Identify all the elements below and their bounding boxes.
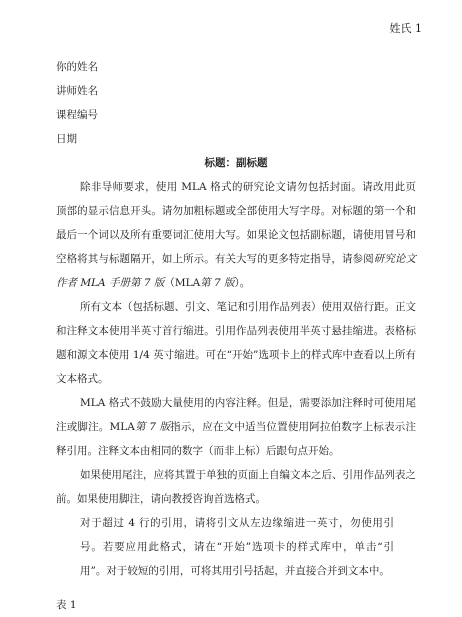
paper-title: 标题：副标题 [204,157,268,169]
running-head: 姓氏 1 [389,22,422,35]
paragraph-intro-text: 除非导师要求，使用 MLA 格式的研究论文请勿包括封面。请改用此页顶部的显示信息开头。请勿加粗标题或全部使用大写字母。对标题的第一个和最后一个词以及所有重要词汇使用大写。如果论文包括副标题，请使用冒号和空格将其与标题隔开，如上所示。有关大写的更多特定指导，请参阅 [56,181,416,265]
course-number: 课程编号 [56,109,98,121]
block-quote: 对于超过 4 行的引用，请将引文从左边缘缩进一英寸，勿使用引号。若要应用此格式，请在“开始”选项卡的样式库中，单击“引用”。对于较短的引用，可将其用引号括起，并直接合并到文本中。 [80,517,394,577]
paragraph-intro-paren: （MLA [164,277,201,289]
date: 日期 [56,133,77,145]
edition-italic-notes: 第 7 版 [134,421,171,433]
paragraph-notes [56,391,416,463]
instructor-name: 讲师姓名 [56,85,98,97]
paragraph-spacing: 所有文本（包括标题、引文、笔记和引用作品列表）使用双倍行距。正文和注释文本使用半英寸首行缩进。引用作品列表使用半英寸悬挂缩进。表格标题和源文本使用 1/4 英寸缩进。可在“开始”选项卡上的样式库中查看以上所有文本格式。 [56,301,416,385]
paragraph-intro [56,175,416,295]
document-body [56,55,416,617]
handbook-title: 研究论文作者 MLA 手册第 7 版 [56,253,417,289]
author-name: 你的姓名 [56,61,98,73]
paragraph-intro-end: ）。 [234,277,251,289]
paragraph-notes-rest: 指示，应在文中适当位置使用阿拉伯数字上标表示注释引用。注释文本由相同的数字（而非上标）后跟句点开始。 [56,421,417,457]
paragraph-notes-text: MLA 格式不鼓励大量使用的内容注释。但是，需要添加注释时可使用尾注或脚注。MLA [56,397,416,433]
table-label: 表 1 [56,599,77,611]
paragraph-endnotes: 如果使用尾注，应将其置于单独的页面上自编文本之后、引用作品列表之前。如果使用脚注，请向教授咨询首选格式。 [56,469,416,505]
edition-italic: 第 7 版 [200,277,235,289]
